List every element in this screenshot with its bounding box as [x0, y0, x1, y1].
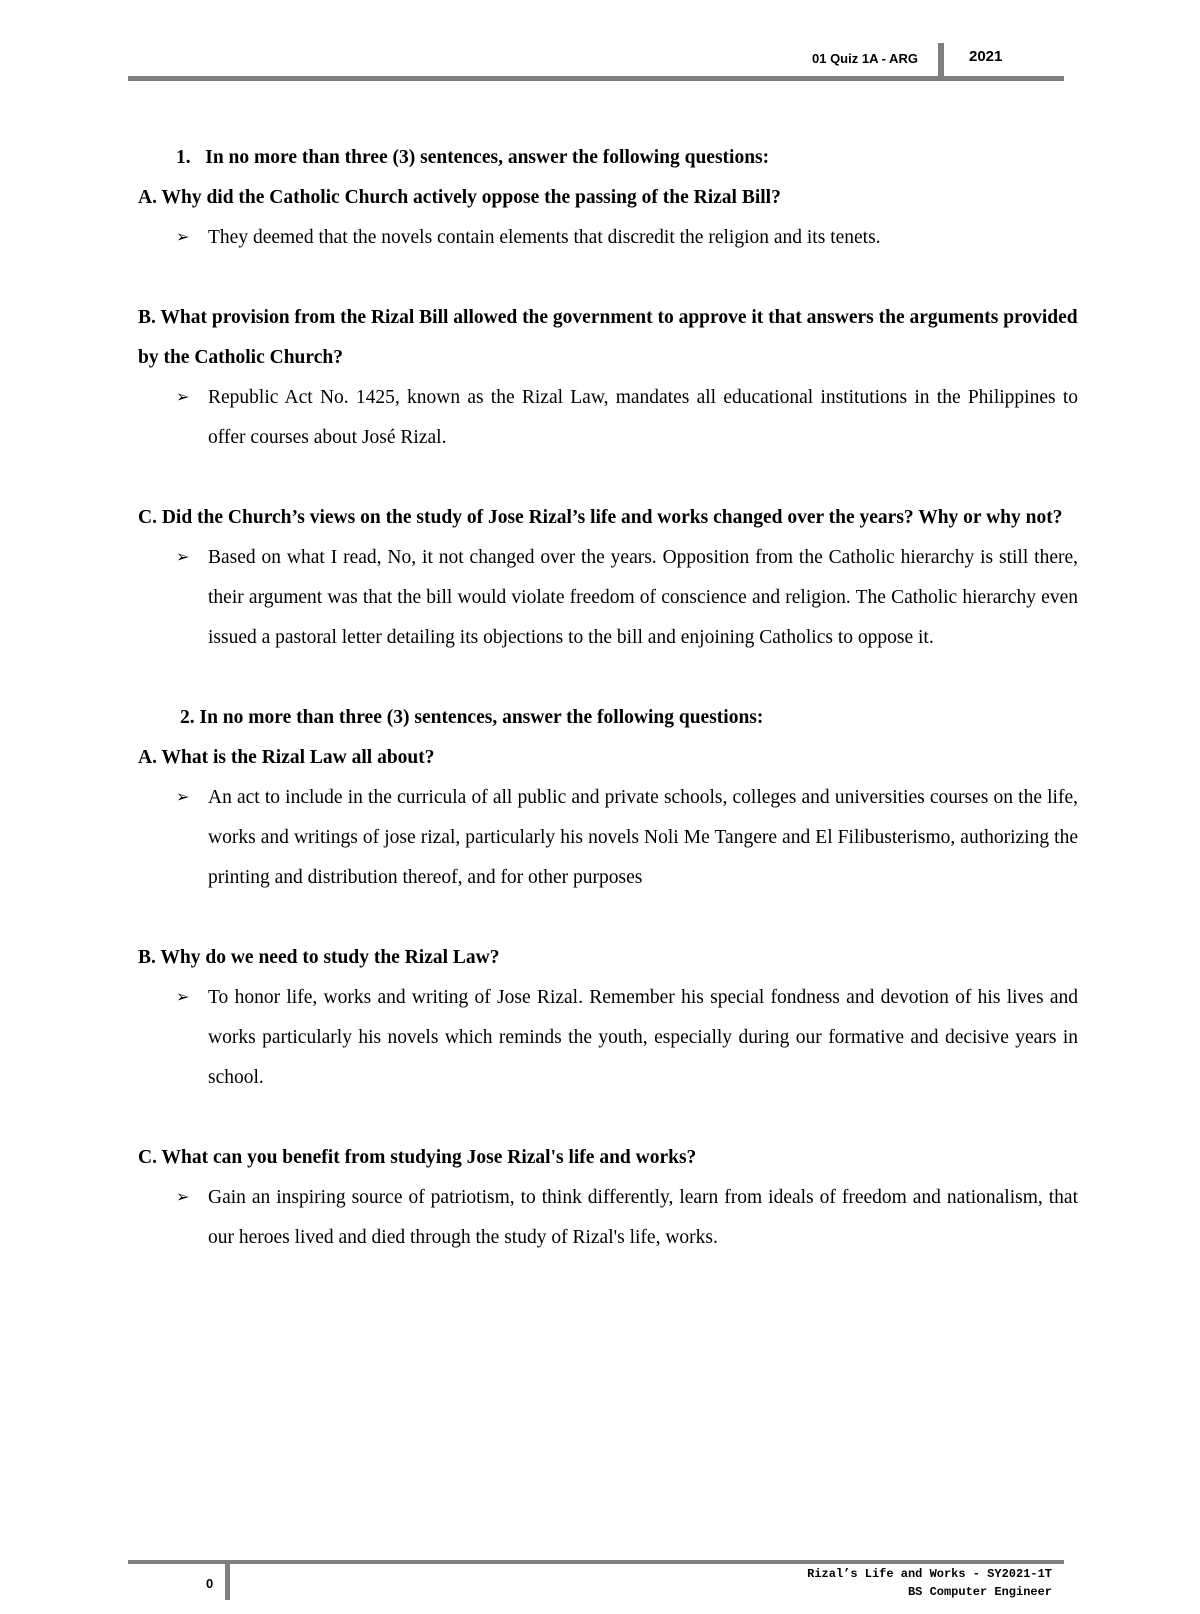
section-2-heading: 2. In no more than three (3) sentences, answer the following questions:	[180, 707, 764, 728]
arrow-bullet-icon: ➢	[176, 789, 190, 806]
footer-course: Rizal’s Life and Works - SY2021-1T	[807, 1567, 1052, 1581]
footer-program: BS Computer Engineer	[907, 1585, 1052, 1599]
question-2b: B. Why do we need to study the Rizal Law?	[138, 947, 500, 968]
question-2a: A. What is the Rizal Law all about?	[138, 747, 435, 768]
section-1-heading: 1. In no more than three (3) sentences, answer the following questions:	[176, 147, 770, 168]
arrow-bullet-icon: ➢	[176, 229, 190, 246]
document-body	[138, 138, 1078, 1258]
question-2c: C. What can you benefit from studying Jose Rizal's life and works?	[138, 1147, 697, 1168]
question-1a: A. Why did the Catholic Church actively oppose the passing of the Rizal Bill?	[138, 187, 781, 208]
arrow-bullet-icon: ➢	[176, 549, 190, 566]
footer-rule	[128, 1560, 1064, 1564]
footer-separator	[225, 1562, 230, 1600]
header-separator	[938, 43, 944, 79]
arrow-bullet-icon: ➢	[176, 389, 190, 406]
answer-2a: ➢ An act to include in the curricula of all public and private schools, colleges and universities courses on the life, works and writings of jose rizal, particularly his novels Noli Me Tangere and El Filibusterismo, authorizing the printing and distribution thereof, and for other purposes	[138, 778, 1078, 898]
page-number: 0	[206, 1576, 214, 1591]
answer-1c: ➢ Based on what I read, No, it not changed over the years. Opposition from the Catholic hierarchy is still there, their argument was that the bill would violate freedom of conscience and religion. The Catholic hierarchy even issued a pastoral letter detailing its objections to the bill and enjoining Catholics to oppose it.	[138, 538, 1078, 658]
header-year: 2021	[969, 48, 1003, 65]
answer-2c: ➢ Gain an inspiring source of patriotism, to think differently, learn from ideals of freedom and nationalism, that our heroes lived and died through the study of Rizal's life, works.	[138, 1178, 1078, 1258]
answer-1a: ➢ They deemed that the novels contain elements that discredit the religion and its tenets.	[138, 218, 1078, 258]
arrow-bullet-icon: ➢	[176, 1189, 190, 1206]
arrow-bullet-icon: ➢	[176, 989, 190, 1006]
answer-1b: ➢ Republic Act No. 1425, known as the Rizal Law, mandates all educational institutions in the Philippines to offer courses about José Rizal.	[138, 378, 1078, 458]
header-label: 01 Quiz 1A - ARG	[812, 51, 918, 66]
header-rule	[128, 76, 1064, 81]
question-1c: C. Did the Church’s views on the study of Jose Rizal’s life and works changed over the years? Why or why not?	[138, 507, 1063, 528]
answer-2b: ➢ To honor life, works and writing of Jose Rizal. Remember his special fondness and devotion of his lives and works particularly his novels which reminds the youth, especially during our formative and decisive years in school.	[138, 978, 1078, 1098]
question-1b: B. What provision from the Rizal Bill allowed the government to approve it that answers the arguments provided by the Catholic Church?	[138, 307, 1078, 368]
